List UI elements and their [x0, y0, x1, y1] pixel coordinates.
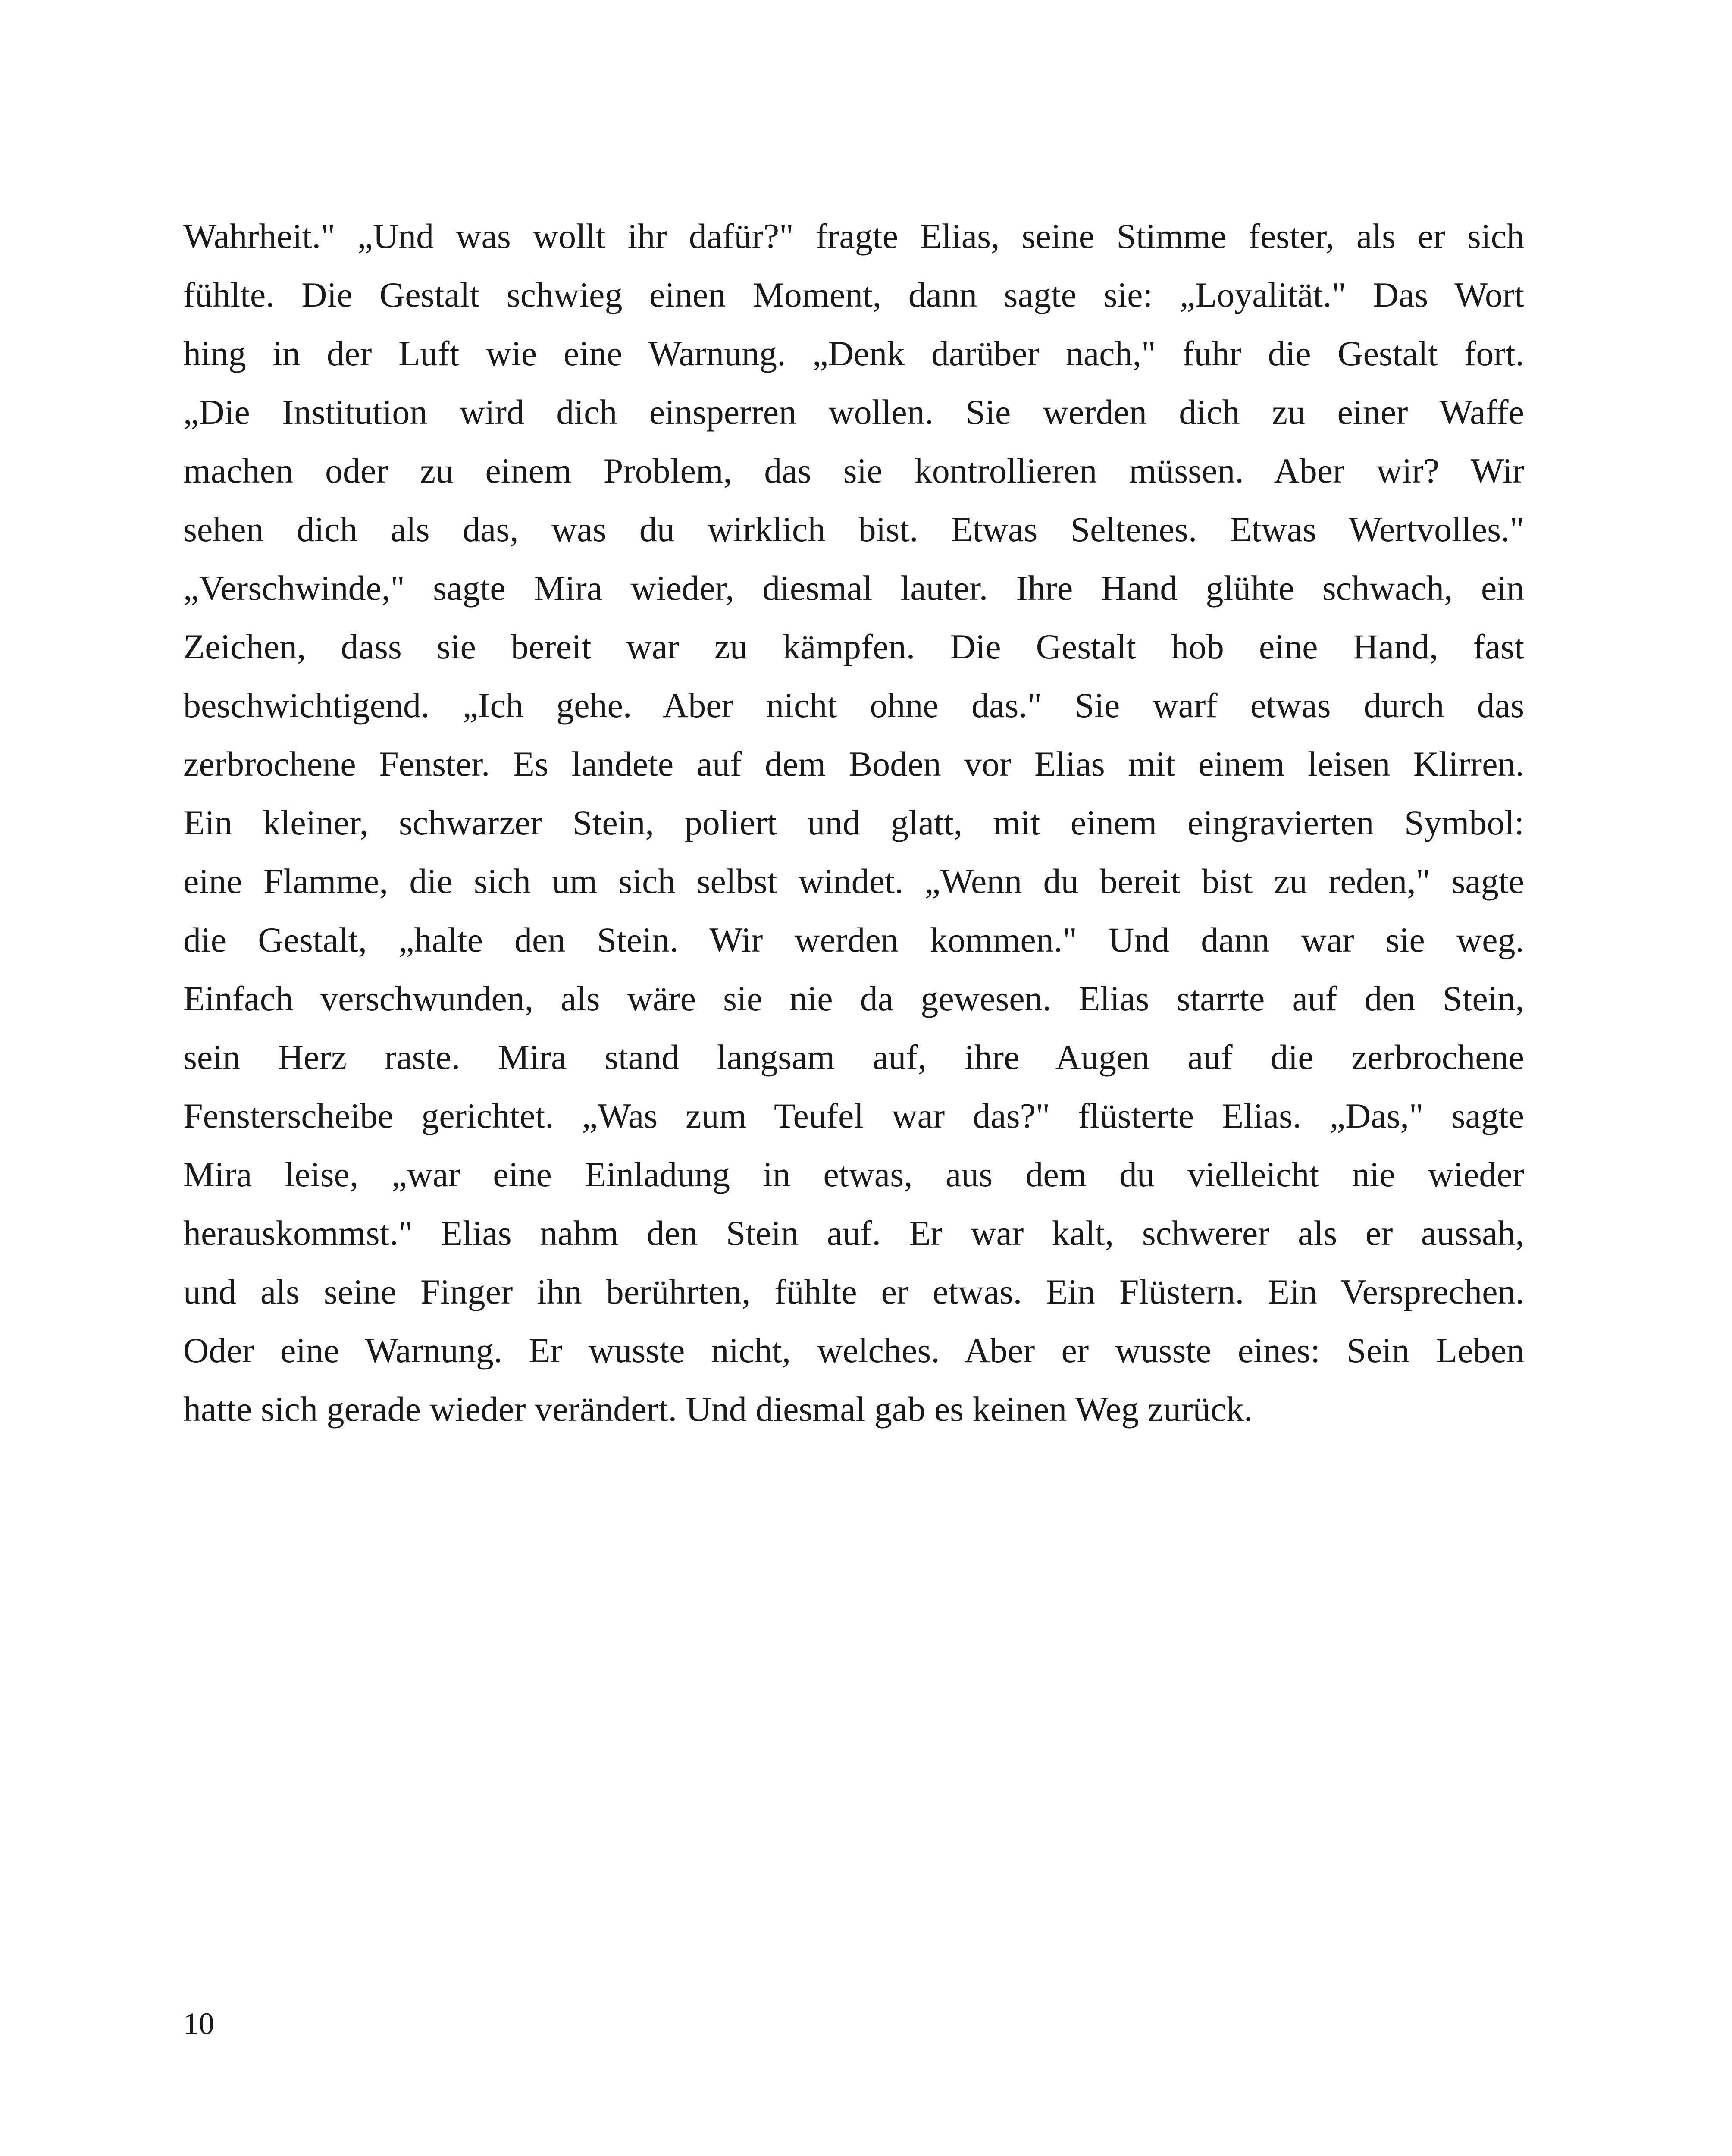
- text-line: „Die Institution wird dich einsperren wollen. Sie werden dich zu einer Waffe: [183, 392, 1524, 432]
- text-line: Zeichen, dass sie bereit war zu kämpfen. Die Gestalt hob eine Hand, fast: [183, 627, 1524, 666]
- text-line: Fensterscheibe gerichtet. „Was zum Teufel war das?" flüsterte Elias. „Das," sagte: [183, 1096, 1524, 1135]
- body-paragraph: [183, 207, 1524, 1438]
- text-line: herauskommst." Elias nahm den Stein auf. Er war kalt, schwerer als er aussah,: [183, 1213, 1524, 1253]
- text-line: Oder eine Warnung. Er wusste nicht, welches. Aber er wusste eines: Sein Leben: [183, 1331, 1524, 1370]
- text-line: machen oder zu einem Problem, das sie kontrollieren müssen. Aber wir? Wir: [183, 451, 1524, 490]
- text-line: Wahrheit." „Und was wollt ihr dafür?" fragte Elias, seine Stimme fester, als er sich: [183, 216, 1524, 256]
- text-line: die Gestalt, „halte den Stein. Wir werden kommen." Und dann war sie weg.: [183, 920, 1524, 959]
- text-line: hing in der Luft wie eine Warnung. „Denk darüber nach," fuhr die Gestalt fort.: [183, 334, 1524, 373]
- text-line: Mira leise, „war eine Einladung in etwas, aus dem du vielleicht nie wieder: [183, 1155, 1524, 1194]
- text-line: sein Herz raste. Mira stand langsam auf, ihre Augen auf die zerbrochene: [183, 1037, 1524, 1077]
- text-line: beschwichtigend. „Ich gehe. Aber nicht ohne das." Sie warf etwas durch das: [183, 686, 1524, 725]
- text-line: sehen dich als das, was du wirklich bist. Etwas Seltenes. Etwas Wertvolles.": [183, 510, 1524, 549]
- page-number: 10: [183, 2006, 214, 2041]
- text-line: Ein kleiner, schwarzer Stein, poliert und glatt, mit einem eingravierten Symbol:: [183, 803, 1524, 842]
- text-line: und als seine Finger ihn berührten, fühlte er etwas. Ein Flüstern. Ein Versprechen.: [183, 1272, 1524, 1311]
- text-line: zerbrochene Fenster. Es landete auf dem Boden vor Elias mit einem leisen Klirren.: [183, 744, 1524, 783]
- text-line: „Verschwinde," sagte Mira wieder, diesmal lauter. Ihre Hand glühte schwach, ein: [183, 568, 1524, 608]
- text-line: fühlte. Die Gestalt schwieg einen Moment, dann sagte sie: „Loyalität." Das Wort: [183, 275, 1524, 314]
- text-line: hatte sich gerade wieder verändert. Und diesmal gab es keinen Weg zurück.: [183, 1389, 1253, 1429]
- text-line: Einfach verschwunden, als wäre sie nie da gewesen. Elias starrte auf den Stein,: [183, 979, 1524, 1018]
- text-line: eine Flamme, die sich um sich selbst windet. „Wenn du bereit bist zu reden," sagte: [183, 862, 1524, 901]
